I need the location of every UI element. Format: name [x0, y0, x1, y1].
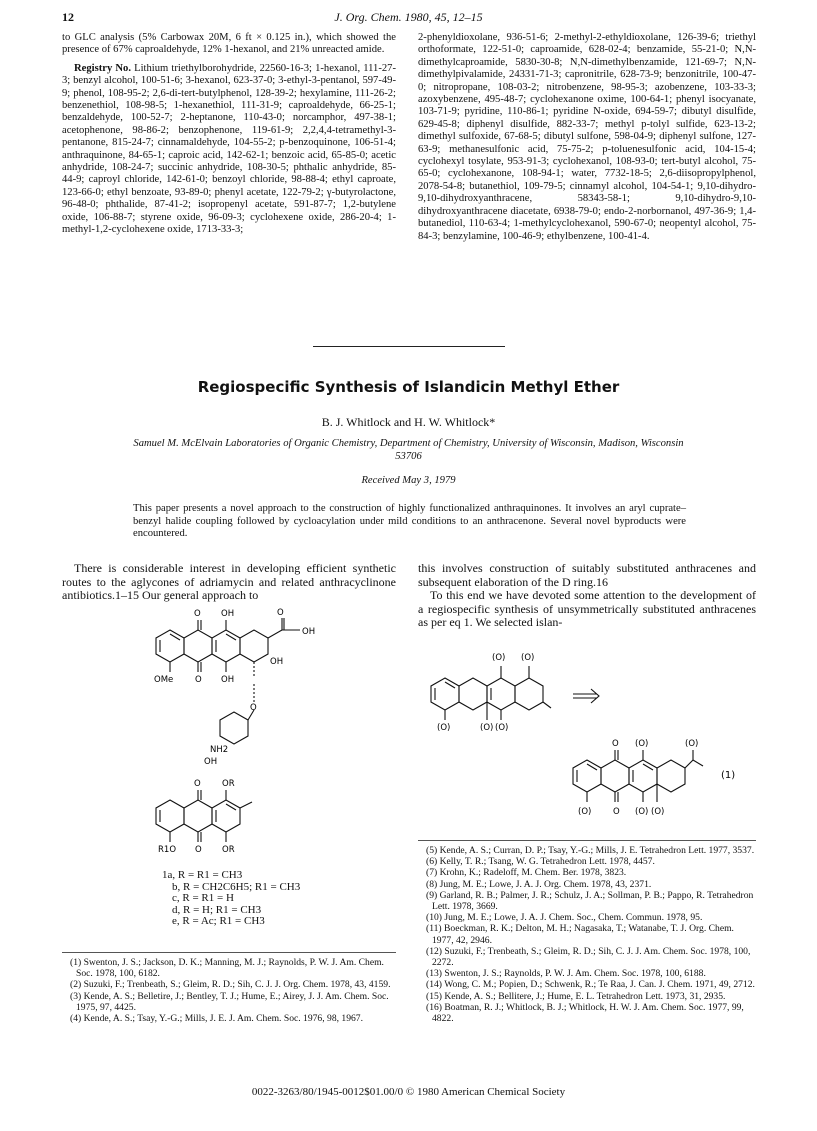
variant-line: b, R = CH2C6H5; R1 = CH3 [172, 880, 301, 893]
footnotes-left [62, 957, 396, 1024]
label: OH [221, 675, 235, 685]
registry-left-text: Lithium triethylborohydride, 22560-16-3; 1-hexanol, 111-27-3; benzyl alcohol, 100-51-6; 3-hexanol, 623-37-0; 3-ethyl-3-pentanol, 597-49-9; phenol, 108-95-2; 2,6-di-tert-butylphenol, 128-39-2; hexylamine, 111-26-2; benzenethiol, 108-98-5; 1-hexanethiol, 111-31-9; caproaldehyde, 66-25-1; benzaldehyde, 100-52-7; 2-heptanone, 110-43-0; norcamphor, 497-38-1; acetophenone, 98-86-2; benzophenone, 119-61-9; 2,2,4,4-tetramethyl-3-pentanone, 815-24-7; cinnamaldehyde, 104-55-2; p-benzoquinone, 106-51-4; anthraquinone, 84-65-1; caproic acid, 142-62-1; benzoic acid, 65-85-0; acetic anhydride, 108-24-7; succinic anhydride, 108-30-5; phthalic anhydride, 85-44-9; caproyl chloride, 142-61-0; benzoyl chloride, 98-88-4; ethyl caproate, 123-66-0; ethyl benzoate, 93-89-0; phenyl acetate, 122-79-2; γ-butyrolactone, 96-48-0; phthalide, 87-41-2; isopropenyl acetate, 591-87-7; 1,2-butylene oxide, 106-88-7; styrene oxide, 96-09-3; cyclohexene oxide, 286-20-4; 1-methyl-1,2-cyclohexene oxide, 1713-33-3; [62, 62, 396, 236]
footnote: (10) Jung, M. E.; Lowe, J. A. J. Chem. Soc., Chem. Commun. 1978, 95. [426, 912, 703, 924]
label: NH2 [210, 745, 229, 755]
body-paragraph-2: To this end we have devoted some attention to the development of a regiospecific synthesis of unsymmetrically substituted anthracenes as per eq 1. We selected islan- [418, 588, 756, 630]
prev-article-paragraph: to GLC analysis (5% Carbowax 20M, 6 ft × 0.125 in.), which showed the presence of 67% caproaldehyde, 12% 1-hexanol, and 21% unreacted amide. [62, 32, 396, 56]
equation-1-scheme [425, 636, 755, 830]
label: O [250, 703, 257, 713]
variant-line: c, R = R1 = H [172, 892, 234, 904]
footnotes-right [418, 845, 756, 1024]
label: (O) [437, 723, 451, 733]
label: (O) [635, 807, 649, 817]
label: O [195, 675, 202, 685]
body-paragraph-1: this involves construction of suitably substituted anthracenes and subsequent elaboration of the D ring.16 [418, 561, 756, 589]
body-right-column [418, 562, 756, 630]
ring-d [240, 630, 268, 662]
page-footer: 0022-3263/80/1945-0012$01.00/0 © 1980 American Chemical Society [251, 1086, 566, 1098]
label: O [613, 807, 620, 817]
label: OH [221, 609, 235, 619]
label: OH [204, 757, 218, 767]
label: (O) [521, 653, 535, 663]
registry-paragraph [62, 63, 396, 237]
footnote: (7) Krohn, K.; Radeloff, M. Chem. Ber. 1978, 3823. [426, 867, 627, 879]
variant-line: e, R = Ac; R1 = CH3 [172, 915, 265, 927]
sugar-ring [220, 712, 248, 744]
article-affiliation: Samuel M. McElvain Laboratories of Organic Chemistry, Department of Chemistry, University of Wisconsin, Madison, Wisconsin 53706 [133, 438, 684, 462]
footnote: (6) Kelly, T. R.; Tsang, W. G. Tetrahedron Lett. 1978, 4457. [426, 856, 655, 868]
compound-variants [162, 870, 300, 928]
article-abstract: This paper presents a novel approach to the construction of highly functionalized anthraquinones. It involves an aryl cuprate–benzyl halide coupling followed by cycloacylation under mild conditions to an anthracenone. Several novel byproducts were encountered. [133, 503, 686, 540]
adriamycin-structure [148, 606, 348, 768]
label: O [195, 845, 202, 855]
footnote: (13) Swenton, J. S.; Raynolds, P. W. J. Am. Chem. Soc. 1978, 100, 6188. [426, 968, 706, 980]
label: (O) [685, 739, 699, 749]
compound-1-structure [148, 772, 328, 864]
registry-right-text: 2-phenyldioxolane, 936-51-6; 2-methyl-2-ethyldioxolane, 126-39-6; triethyl orthoformate, 122-51-0; caproamide, 628-02-4; benzamide, 55-21-0; N,N-dimethylcaproamide, 5830-30-8; N,N-dimethylbenzamide, 121-69-7; N,N-dimethylpivalamide, 24331-71-3; capronitrile, 628-73-9; benzonitrile, 100-47-0; nitropropane, 108-03-2; nitrobenzene, 98-95-3; azobenzene, 103-33-3; azoxybenzene, 495-48-7; cyclohexanone oxime, 100-64-1; phenyl isocyanate, 103-71-9; pyridine, 110-86-1; pyridine N-oxide, 694-59-7; dibutyl disulfide, 629-45-8; diphenyl disulfide, 882-33-7; methyl p-tolyl sulfide, 623-13-2; dimethyl sulfoxide, 67-68-5; dibutyl sulfone, 598-04-9; diphenyl sulfone, 127-63-9; methanesulfonic acid, 75-75-2; p-toluenesulfonic acid, 104-15-4; cyclohexyl tosylate, 953-91-3; cyclohexanol, 108-93-0; tert-butyl alcohol, 75-65-0; cyclohexanone, 108-94-1; water, 7732-18-5; 2,6-diisopropylphenol, 2078-54-8; butanethiol, 109-79-5; cinnamyl alcohol, 104-54-1; 9,10-dihydro-9,10-dihydroxyanthracene, 58343-58-1; 9,10-dihydro-9,10-dihydroxyanthracene diacetate, 6938-79-0; endo-2-norbornanol, 497-36-9; 1,4-butanediol, 110-63-4; 1-methylcyclohexanol, 590-67-0; neopentyl alcohol, 75-84-3; benzylamine, 100-46-9; ethylbenzene, 100-41-4. [418, 32, 756, 242]
footnote: (12) Suzuki, F.; Trenbeath, S.; Gleim, R. D.; Sih, C. J. J. Am. Chem. Soc. 1978, 100, 2272. [426, 945, 751, 969]
received-date: Received May 3, 1979 [361, 475, 456, 486]
ring-b [184, 630, 212, 662]
label: O [194, 609, 201, 619]
label: (O) [651, 807, 665, 817]
footnote: (11) Boeckman, R. K.; Delton, M. H.; Nagasaka, T.; Watanabe, T. J. Org. Chem. 1977, 42, 2946. [426, 923, 734, 946]
footnote: (8) Jung, M. E.; Lowe, J. A. J. Org. Chem. 1978, 43, 2371. [426, 878, 652, 890]
page-number: 12 [62, 10, 74, 24]
label: R1O [158, 845, 177, 855]
body-left-column [62, 562, 396, 603]
footnote: (15) Kende, A. S.; Bellitere, J.; Hume, E. L. Tetrahedron Lett. 1973, 31, 2935. [426, 990, 726, 1002]
footnote: (3) Kende, A. S.; Belletire, J.; Bentley, T. J.; Hume, E.; Airey, J. J. Am. Chem. Soc. 1975, 97, 4425. [70, 990, 389, 1013]
article-title: Regiospecific Synthesis of Islandicin Methyl Ether [197, 378, 620, 396]
footnote: (1) Swenton, J. S.; Jackson, D. K.; Manning, M. J.; Raynolds, P. W. J. Am. Chem. Soc. 1978, 100, 6182. [70, 957, 384, 980]
footnote: (14) Wong, C. M.; Popien, D.; Schwenk, R.; Te Raa, J. Can. J. Chem. 1971, 49, 2712. [426, 979, 755, 991]
variant-line: 1a, R = R1 = CH3 [162, 869, 243, 881]
label: OMe [154, 675, 174, 685]
label: OR [222, 845, 235, 855]
label: (O) [492, 653, 506, 663]
journal-citation: J. Org. Chem. 1980, 45, 12–15 [334, 10, 483, 24]
footnote: (2) Suzuki, F.; Trenbeath, S.; Gleim, R. D.; Sih, C. J. J. Org. Chem. 1978, 43, 4159. [70, 979, 391, 991]
prev-article-right-column [418, 32, 756, 243]
footnote: (5) Kende, A. S.; Curran, D. P.; Tsay, Y.-G.; Mills, J. E. Tetrahedron Lett. 1977, 3537. [426, 845, 755, 856]
prev-article-left-column [62, 32, 396, 237]
label: OH [302, 627, 316, 637]
label: OR [222, 779, 235, 789]
equation-number: (1) [721, 770, 736, 781]
footnote: (4) Kende, A. S.; Tsay, Y.-G.; Mills, J. E. J. Am. Chem. Soc. 1976, 98, 1967. [70, 1013, 364, 1025]
footnote: (9) Garland, R. B.; Palmer, J. R.; Schulz, J. A.; Sollman, P. B.; Pappo, R. Tetrahedron Lett. 1978, 3669. [426, 889, 754, 913]
label: OH [270, 657, 284, 667]
intro-paragraph: There is considerable interest in developing efficient synthetic routes to the aglycones of adriamycin and related anthracyclinone antibiotics.1–15 Our general approach to [62, 561, 396, 603]
label: (O) [635, 739, 649, 749]
label: O [612, 739, 619, 749]
label: (O) [495, 723, 509, 733]
article-divider [313, 346, 505, 347]
label: (O) [480, 723, 494, 733]
label: O [194, 779, 201, 789]
footnote-rule-right [418, 840, 756, 841]
article-authors: B. J. Whitlock and H. W. Whitlock* [321, 415, 496, 429]
label: (O) [578, 807, 592, 817]
footnote-rule-left [62, 952, 396, 953]
registry-label: Registry No. [74, 62, 131, 74]
label: O [277, 608, 284, 618]
footnote: (16) Boatman, R. J.; Whitlock, B. J.; Whitlock, H. W. J. Am. Chem. Soc. 1977, 99, 4822. [426, 1001, 744, 1025]
variant-line: d, R = H; R1 = CH3 [172, 903, 262, 916]
